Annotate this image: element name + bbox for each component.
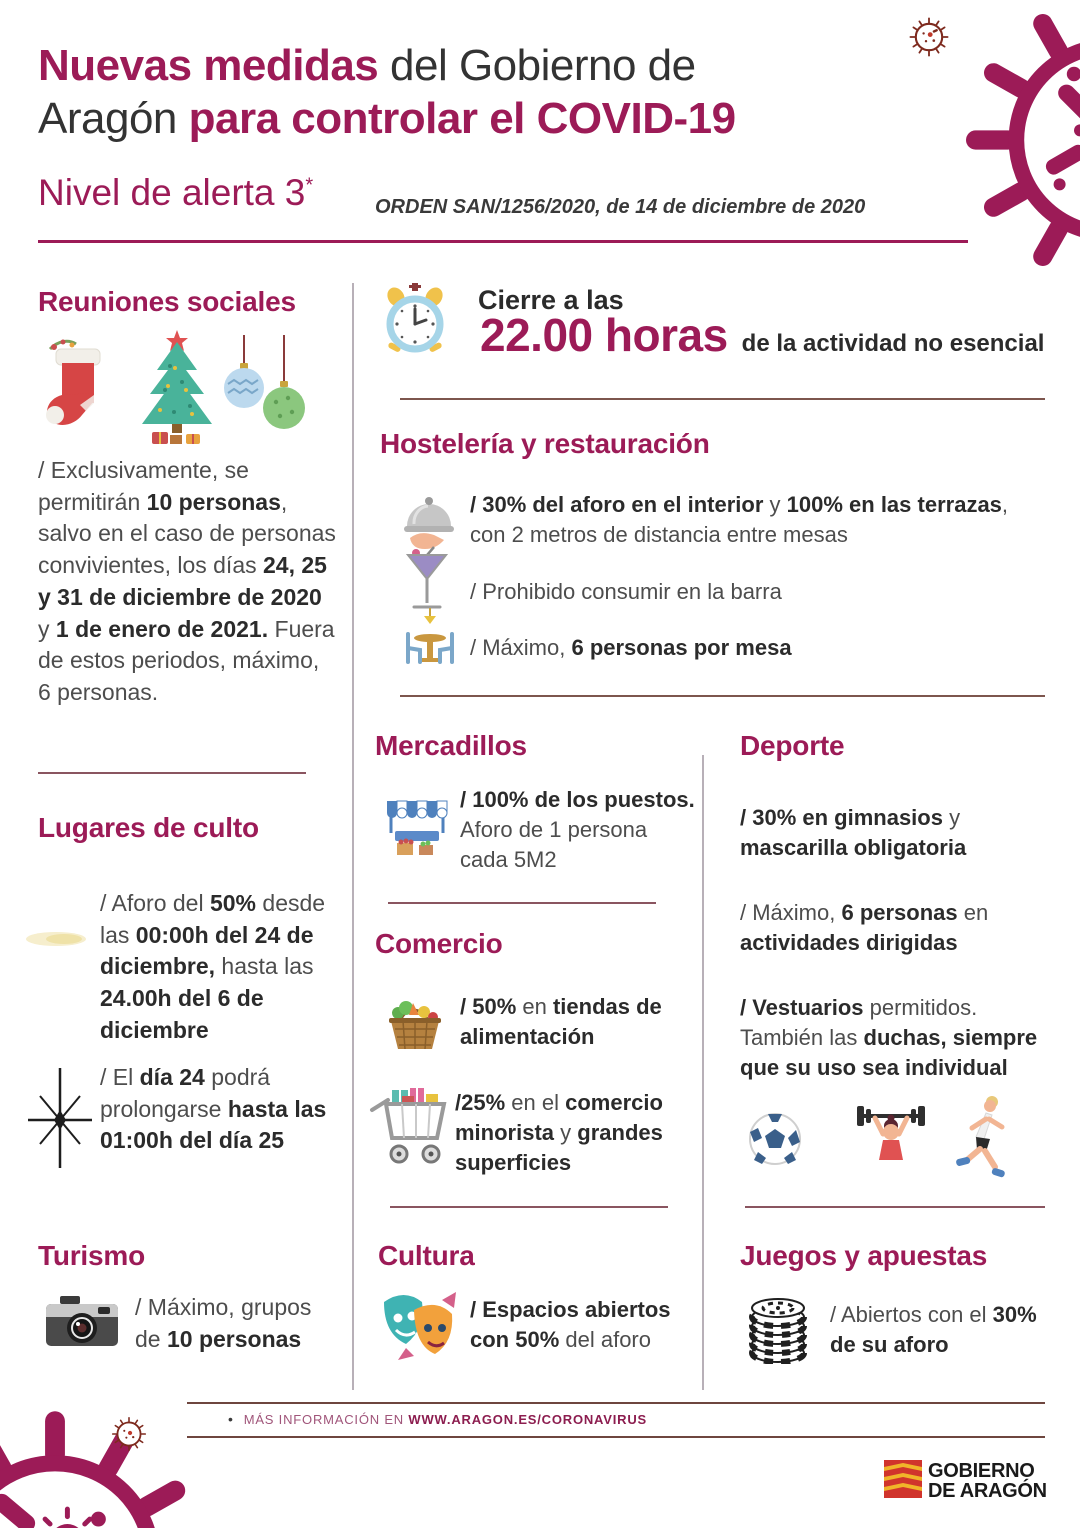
section-title-culto: Lugares de culto [38, 812, 259, 843]
reuniones-body: / Exclusivamente, se permitirán 10 personas, salvo en el caso de personas convivientes, los días 24, 25 y 31 de diciembre de 2020 y 1 de enero de 2021. Fuera de estos periodos, máximo, 6 personas. [38, 457, 336, 706]
closure-scope: de la actividad no esencial [741, 330, 1045, 357]
footer-rule-bottom [187, 1436, 1045, 1438]
hosteleria-item-1: / 30% del aforo en el interior y 100% en las terrazas, con 2 metros de distancia entre mesas [470, 492, 1009, 548]
christmas-stocking-icon [42, 335, 112, 440]
aragon-flag-icon [884, 1460, 922, 1498]
virus-icon [0, 1405, 210, 1528]
comet-icon [24, 926, 88, 952]
section-title-mercadillos: Mercadillos [375, 730, 527, 761]
weightlifter-icon [855, 1100, 927, 1174]
title-line-2: Aragón para controlar el COVID-19 [38, 93, 736, 143]
camera-icon [46, 1292, 118, 1350]
poker-chips-icon [748, 1290, 808, 1364]
closure-time-row [480, 308, 1044, 362]
section-divider [388, 902, 656, 904]
theater-masks-icon [376, 1286, 460, 1362]
alert-level: Nivel de alerta 3* [38, 172, 314, 213]
section-title-reuniones: Reuniones sociales [38, 286, 296, 317]
footer-rule-top [187, 1402, 1045, 1404]
alarm-clock-icon [382, 282, 448, 358]
logo-line-2: DE ARAGÓN [928, 1480, 1047, 1502]
virus-icon [960, 0, 1080, 290]
soccer-ball-icon [748, 1112, 802, 1166]
cultura-text: / Espacios abiertos con 50% del aforo [470, 1297, 671, 1353]
table-chairs-icon [398, 608, 462, 674]
section-title-juegos: Juegos y apuestas [740, 1240, 988, 1271]
star-sparkle-icon [28, 1068, 92, 1168]
deporte-item-2: / Máximo, 6 personas en actividades dirigidas [740, 900, 989, 956]
juegos-text: / Abiertos con el 30% de su aforo [830, 1302, 1037, 1358]
title-line-1: Nuevas medidas del Gobierno de [38, 41, 696, 90]
order-reference: ORDEN SAN/1256/2020, de 14 de diciembre de 2020 [375, 196, 866, 218]
runner-icon [952, 1095, 1010, 1179]
comercio-item-2: /25% en el comercio minorista y grandes superficies [455, 1090, 663, 1176]
comercio-item-1: / 50% en tiendas de alimentación [460, 994, 662, 1050]
shopping-cart-icon [368, 1086, 456, 1168]
rule [400, 398, 1045, 400]
column-divider-left [352, 283, 354, 1390]
deporte-item-1: / 30% en gimnasios y mascarilla obligatoria [740, 805, 967, 861]
deporte-item-3: / Vestuarios permitidos. También las duchas, siempre que su uso sea individual [740, 995, 1038, 1081]
culto-item-1: / Aforo del 50% desde las 00:00h del 24 de diciembre, hasta las 24.00h del 6 de diciembre [100, 890, 326, 1043]
virus-outline-icon [108, 1413, 150, 1455]
mercadillos-text: / 100% de los puestos. Aforo de 1 persona cada 5M2 [460, 787, 695, 873]
section-title-comercio: Comercio [375, 928, 503, 959]
section-divider [38, 772, 306, 774]
cocktail-icon [406, 545, 448, 613]
closure-time: 22.00 horas [480, 309, 728, 361]
alert-asterisk: * [305, 174, 314, 197]
section-title-cultura: Cultura [378, 1240, 475, 1271]
rule [400, 695, 1045, 697]
section-title-deporte: Deporte [740, 730, 845, 761]
christmas-tree-icon [130, 330, 225, 445]
closure-intro: Cierre a las [478, 285, 624, 315]
footer-bullet: • [228, 1411, 234, 1427]
section-title-hosteleria: Hostelería y restauración [380, 428, 710, 459]
virus-outline-icon [905, 13, 953, 61]
page-title [38, 40, 878, 146]
cloche-icon [402, 490, 456, 550]
hosteleria-item-3: / Máximo, 6 personas por mesa [470, 635, 792, 660]
footer-info [228, 1411, 647, 1427]
section-divider [745, 1206, 1045, 1208]
footer-info-prefix: MÁS INFORMACIÓN EN [243, 1412, 409, 1427]
baubles-icon [222, 335, 307, 440]
logo-line-1: GOBIERNO [928, 1460, 1035, 1482]
gobierno-aragon-logo [928, 1461, 1047, 1501]
culto-item-2: / El día 24 podrá prolongarse hasta las 01:00h del día 25 [100, 1064, 327, 1154]
section-title-turismo: Turismo [38, 1240, 145, 1271]
section-divider [390, 1206, 668, 1208]
market-stall-icon [385, 797, 449, 861]
footer-info-url: WWW.ARAGON.ES/CORONAVIRUS [408, 1412, 648, 1427]
hosteleria-item-2: / Prohibido consumir en la barra [470, 579, 782, 604]
header-rule [38, 240, 968, 243]
food-basket-icon [383, 993, 447, 1053]
turismo-text: / Máximo, grupos de 10 personas [135, 1294, 312, 1352]
